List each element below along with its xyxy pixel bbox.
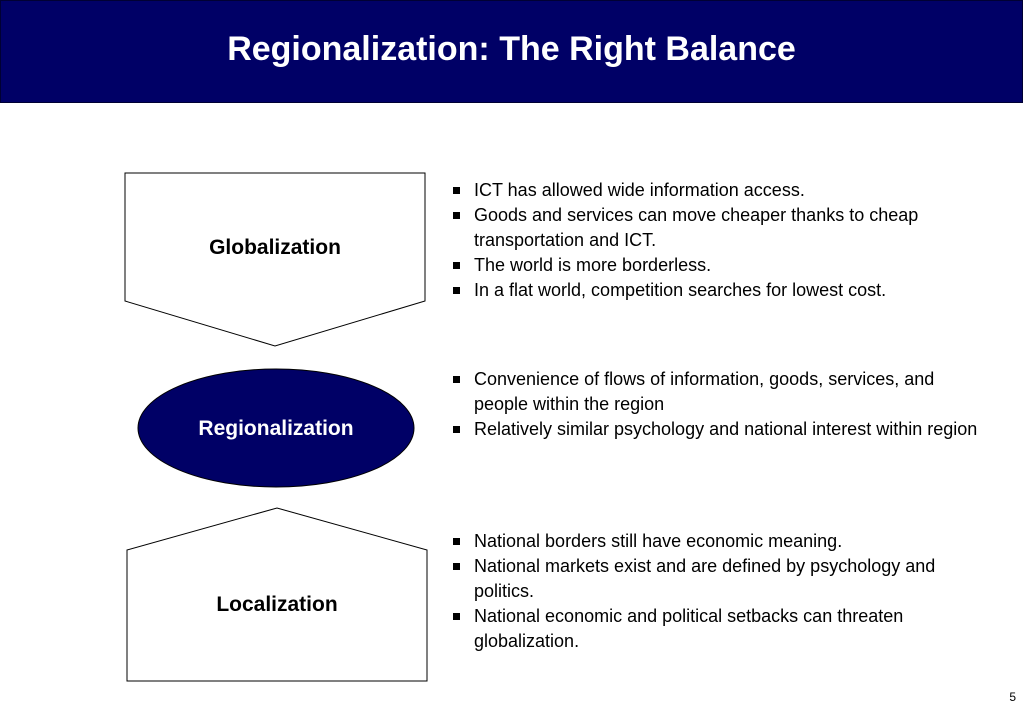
bullet-square-icon bbox=[453, 538, 460, 545]
localization-label: Localization bbox=[216, 593, 338, 616]
bullet-item bbox=[452, 417, 982, 442]
bullet-square-icon bbox=[453, 376, 460, 383]
bullet-item bbox=[452, 554, 982, 604]
bullet-text: Relatively similar psychology and national interest within region bbox=[474, 419, 978, 439]
bullet-text: National economic and political setbacks can threaten globalization. bbox=[474, 606, 904, 651]
bullet-text: In a flat world, competition searches for lowest cost. bbox=[474, 280, 887, 300]
slide-title: Regionalization: The Right Balance bbox=[227, 30, 796, 68]
regionalization-label: Regionalization bbox=[198, 417, 354, 440]
bullet-square-icon bbox=[453, 262, 460, 269]
bullet-item bbox=[452, 253, 982, 278]
globalization-label: Globalization bbox=[209, 236, 341, 259]
bullet-text: Convenience of flows of information, goods, services, and people within the region bbox=[474, 369, 935, 414]
bullet-item bbox=[452, 278, 982, 303]
bullet-square-icon bbox=[453, 187, 460, 194]
bullet-item bbox=[452, 178, 982, 203]
bullet-square-icon bbox=[453, 287, 460, 294]
bullet-text: National borders still have economic meaning. bbox=[474, 531, 843, 551]
localization-bullets bbox=[452, 529, 982, 654]
bullet-text: ICT has allowed wide information access. bbox=[474, 180, 805, 200]
bullet-text: The world is more borderless. bbox=[474, 255, 712, 275]
regionalization-bullets bbox=[452, 367, 982, 442]
bullet-square-icon bbox=[453, 212, 460, 219]
bullet-square-icon bbox=[453, 426, 460, 433]
bullet-item bbox=[452, 203, 982, 253]
bullet-item bbox=[452, 529, 982, 554]
page-number: 5 bbox=[1009, 690, 1016, 704]
bullet-text: National markets exist and are defined by psychology and politics. bbox=[474, 556, 936, 601]
bullet-item bbox=[452, 604, 982, 654]
globalization-bullets bbox=[452, 178, 982, 303]
bullet-square-icon bbox=[453, 563, 460, 570]
bullet-item bbox=[452, 367, 982, 417]
bullet-square-icon bbox=[453, 613, 460, 620]
bullet-text: Goods and services can move cheaper thanks to cheap transportation and ICT. bbox=[474, 205, 919, 250]
